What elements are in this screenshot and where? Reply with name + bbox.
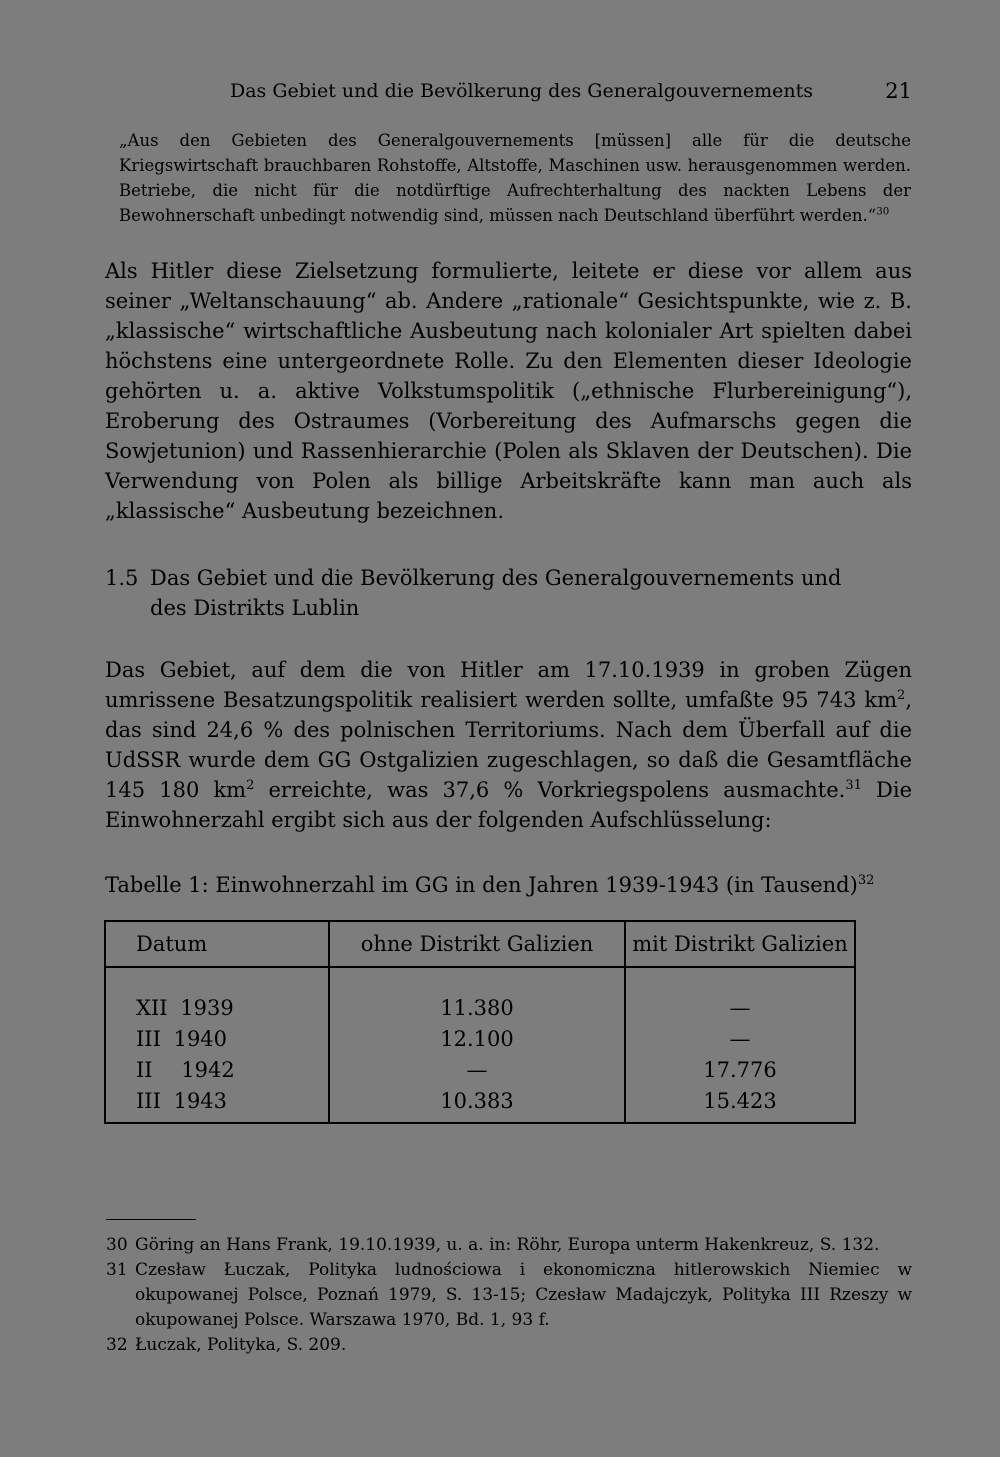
table-caption: [105, 870, 912, 900]
footnote-number: 30: [106, 1235, 128, 1255]
page-number: 21: [885, 79, 912, 103]
population-table: [104, 920, 856, 1124]
running-head-title: Das Gebiet und die Bevölkerung des Generalgouvernements: [230, 80, 813, 102]
paragraph-text-c: erreichte, was 37,6 % Vorkriegspolens ausmachte.: [254, 778, 846, 802]
footnote-number: 32: [106, 1335, 128, 1355]
footnote-31: [106, 1258, 912, 1333]
footnote-ref-31[interactable]: 31: [845, 777, 862, 793]
paragraph-text-a: Das Gebiet, auf dem die von Hitler am 17.10.1939 in groben Zügen umrissene Besatzungspolitik realisiert werden sollte, umfaßte 95 743 km: [105, 658, 912, 712]
table-row: [105, 1085, 855, 1123]
superscript-squared: 2: [897, 687, 906, 703]
cell-year: 1939: [180, 995, 234, 1020]
footnote-ref-30[interactable]: 30: [876, 206, 890, 218]
cell-ohne-galizien: —: [329, 1054, 625, 1085]
cell-mit-galizien: —: [625, 967, 855, 1023]
cell-mit-galizien: —: [625, 1023, 855, 1054]
cell-month: II: [136, 1057, 153, 1082]
section-number: 1.5: [105, 566, 139, 590]
cell-ohne-galizien: 10.383: [329, 1085, 625, 1123]
cell-mit-galizien: 17.776: [625, 1054, 855, 1085]
table-row: [105, 1054, 855, 1085]
column-header-datum: Datum: [105, 921, 329, 967]
table-caption-text: Tabelle 1: Einwohnerzahl im GG in den Jahren 1939-1943 (in Tausend): [105, 873, 858, 897]
footnote-text: Czesław Łuczak, Polityka ludnościowa i ekonomiczna hitlerowskich Niemiec w okupowanej Polsce, Poznań 1979, S. 13-15; Czesław Madajczyk, Polityka III Rzeszy w okupowanej Polsce. Warszawa 1970, Bd. 1, 93 f.: [135, 1260, 912, 1330]
cell-mit-galizien: 15.423: [625, 1085, 855, 1123]
footnotes: [106, 1233, 912, 1358]
quote-text: „Aus den Gebieten des Generalgouvernements [müssen] alle für die deutsche Kriegswirtschaft brauchbaren Rohstoffe, Altstoffe, Maschinen usw. herausgenommen werden. Betriebe, die nicht für die notdürftige Aufrechterhaltung des nackten Lebens der Bewohnerschaft unbedingt notwendig sind, müssen nach Deutschland überführt werden.“: [119, 131, 911, 225]
paragraph-hitler-ideology: Als Hitler diese Zielsetzung formulierte, leitete er diese vor allem aus seiner „Weltanschauung“ ab. Andere „rationale“ Gesichtspunkte, wie z. B. „klassische“ wirtschaftliche Ausbeutung nach kolonialer Art spielten dabei höchstens eine untergeordnete Rolle. Zu den Elementen dieser Ideologie gehörten u. a. aktive Volkstumspolitik („ethnische Flurbereinigung“), Eroberung des Ostraumes (Vorbereitung des Aufmarschs gegen die Sowjetunion) und Rassenhierarchie (Polen als Sklaven der Deutschen). Die Verwendung von Polen als billige Arbeitskräfte kann man auch als „klassische“ Ausbeutung bezeichnen.: [105, 259, 912, 523]
paragraph-text-d: Die Einwohnerzahl ergibt sich aus der folgenden Aufschlüsselung:: [105, 778, 912, 832]
cell-date: [105, 1085, 329, 1123]
column-header-mit-galizien: mit Distrikt Galizien: [625, 921, 855, 967]
cell-year: 1943: [173, 1088, 228, 1113]
footnote-divider: [106, 1219, 196, 1220]
cell-ohne-galizien: 11.380: [329, 967, 625, 1023]
cell-month: III: [136, 1088, 161, 1113]
footnote-30: [106, 1233, 912, 1258]
block-quote: [119, 128, 911, 228]
cell-month: XII: [136, 995, 168, 1020]
cell-year: 1940: [173, 1026, 228, 1051]
footnote-ref-32[interactable]: 32: [857, 872, 875, 888]
cell-month: III: [136, 1026, 161, 1051]
footnote-number: 31: [106, 1260, 128, 1280]
footnote-text: Łuczak, Polityka, S. 209.: [135, 1335, 347, 1355]
cell-date: [105, 1054, 329, 1085]
cell-ohne-galizien: 12.100: [329, 1023, 625, 1054]
paragraph-text-b: , das sind 24,6 % des polnischen Territoriums. Nach dem Überfall auf die UdSSR wurde dem GG Ostgalizien zugeschlagen, so daß die Gesamtfläche 145 180 km: [105, 688, 912, 802]
cell-year: 1942: [181, 1057, 235, 1082]
table-row: [105, 1023, 855, 1054]
table-row: [105, 967, 855, 1023]
footnote-32: [106, 1333, 912, 1358]
column-header-ohne-galizien: ohne Distrikt Galizien: [329, 921, 625, 967]
superscript-squared: 2: [246, 777, 255, 793]
footnote-text: Göring an Hans Frank, 19.10.1939, u. a. in: Röhr, Europa unterm Hakenkreuz, S. 132.: [135, 1235, 880, 1255]
cell-date: [105, 1023, 329, 1054]
table-header-row: [105, 921, 855, 967]
cell-date: [105, 967, 329, 1023]
section-title: Das Gebiet und die Bevölkerung des Generalgouvernements und des Distrikts Lublin: [150, 566, 842, 620]
paragraph-territory: [105, 655, 912, 835]
